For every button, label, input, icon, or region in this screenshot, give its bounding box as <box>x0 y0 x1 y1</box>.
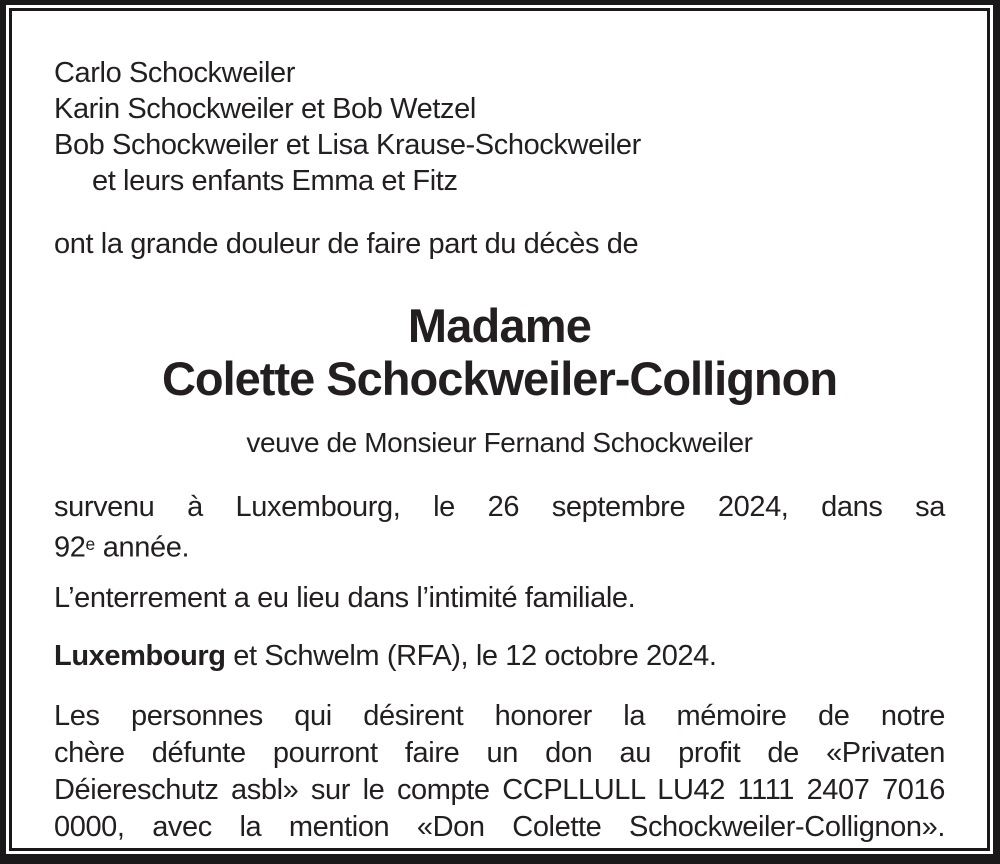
title-block <box>54 301 945 407</box>
family-member-line-grandchildren: et leurs enfants Emma et Fitz <box>92 165 458 197</box>
family-member-line: Bob Schockweiler et Lisa Krause-Schockweiler <box>54 129 641 161</box>
deceased-name: Colette Schockweiler-Collignon <box>161 352 838 405</box>
death-notice-card <box>9 8 990 851</box>
death-date-line: survenu à Luxembourg, le 26 septembre 2024, dans sa <box>54 491 945 523</box>
family-member-line: Carlo Schockweiler <box>54 57 295 89</box>
dateline-place: Luxembourg <box>54 640 226 673</box>
age-number: 92 <box>54 531 86 564</box>
age-line <box>54 526 945 566</box>
place-date-line <box>54 638 945 675</box>
age-rest: année. <box>95 531 190 564</box>
donation-line: chère défunte pourront faire un don au profit de «Privaten <box>54 737 945 770</box>
family-member-line: Karin Schockweiler et Bob Wetzel <box>54 93 476 125</box>
dateline-rest: et Schwelm (RFA), le 12 octobre 2024. <box>225 640 717 673</box>
donation-paragraph <box>54 698 945 846</box>
title-madame: Madame <box>407 299 592 352</box>
donation-line: Les personnes qui désirent honorer la mémoire de notre <box>54 700 945 733</box>
funeral-line: L’enterrement a eu lieu dans l’intimité familiale. <box>54 582 636 615</box>
announcement-line: ont la grande douleur de faire part du décès de <box>54 228 639 260</box>
age-ordinal-suffix: e <box>85 534 96 554</box>
family-block <box>54 55 945 199</box>
donation-line: Déiereschutz asbl» sur le compte CCPLLULL LU42 1111 2407 7016 <box>54 774 945 807</box>
donation-line: 0000, avec la mention «Don Colette Schockweiler-Collignon». <box>54 811 945 844</box>
death-details-paragraph <box>54 489 945 566</box>
widow-line: veuve de Monsieur Fernand Schockweiler <box>246 427 753 458</box>
notice-frame-gap <box>6 5 993 854</box>
